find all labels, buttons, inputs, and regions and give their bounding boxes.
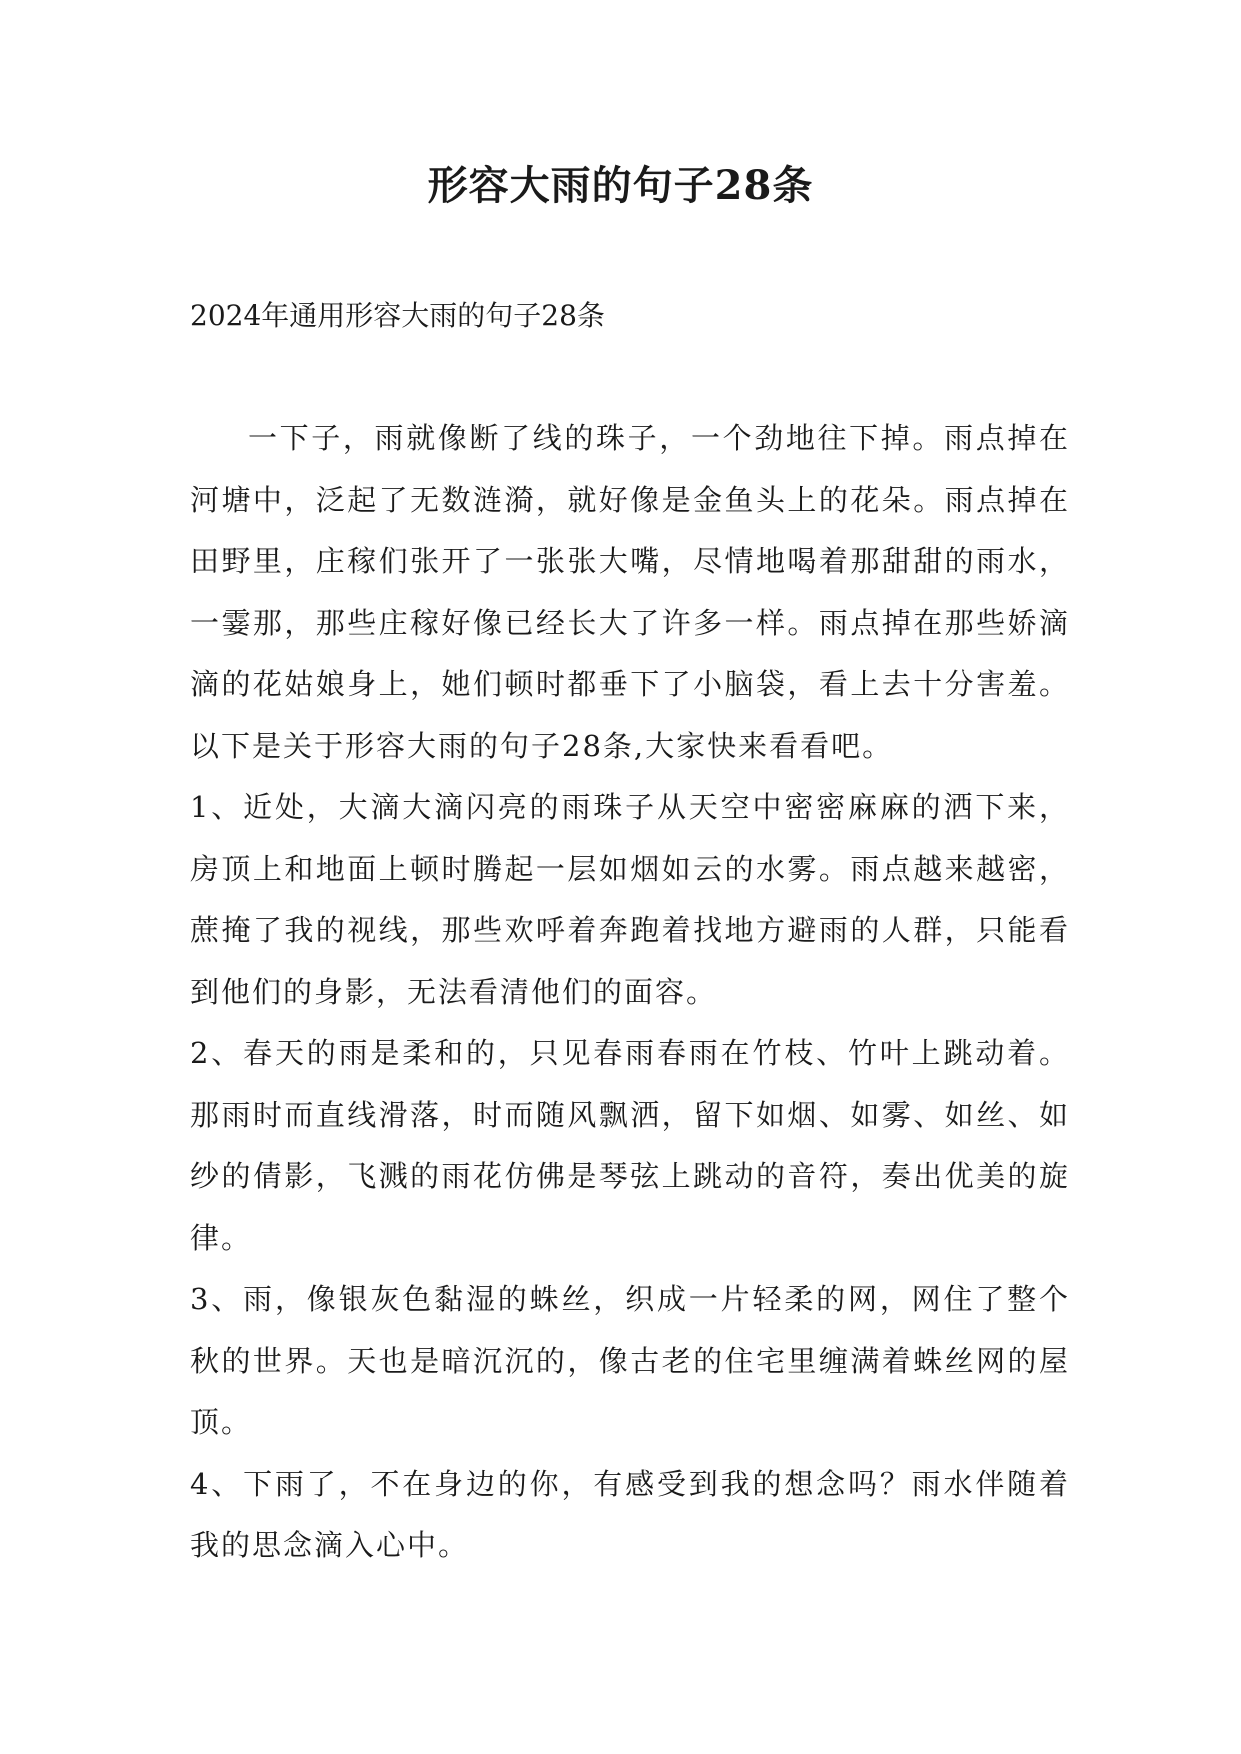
list-item: 1、近处，大滴大滴闪亮的雨珠子从天空中密密麻麻的洒下来，房顶上和地面上顿时腾起一层如烟如云的水雾。雨点越来越密，蔗掩了我的视线，那些欢呼着奔跑着找地方避雨的人群，只能看到他们的身影，无法看清他们的面容。 <box>190 790 1070 1009</box>
list-item: 3、雨，像银灰色黏湿的蛛丝，织成一片轻柔的网，网住了整个秋的世界。天也是暗沉沉的，像古老的住宅里缠满着蛛丝网的屋顶。 <box>190 1282 1070 1439</box>
list-item: 4、下雨了，不在身边的你，有感受到我的想念吗？雨水伴随着我的思念滴入心中。 <box>190 1466 1070 1562</box>
document-subtitle: 2024年通用形容大雨的句子28条 <box>190 299 605 332</box>
document-body <box>190 408 1070 1577</box>
document-title: 形容大雨的句子28条 <box>427 162 814 209</box>
intro-paragraph: 一下子，雨就像断了线的珠子，一个劲地往下掉。雨点掉在河塘中，泛起了无数涟漪，就好像是金鱼头上的花朵。雨点掉在田野里，庄稼们张开了一张张大嘴，尽情地喝着那甜甜的雨水，一霎那，那些庄稼好像已经长大了许多一样。雨点掉在那些娇滴滴的花姑娘身上，她们顿时都垂下了小脑袋，看上去十分害羞。以下是关于形容大雨的句子28条,大家快来看看吧。 <box>190 421 1070 763</box>
list-item: 2、春天的雨是柔和的，只见春雨春雨在竹枝、竹叶上跳动着。那雨时而直线滑落，时而随风飘洒，留下如烟、如雾、如丝、如纱的倩影，飞溅的雨花仿佛是琴弦上跳动的音符，奏出优美的旋律。 <box>190 1036 1070 1255</box>
